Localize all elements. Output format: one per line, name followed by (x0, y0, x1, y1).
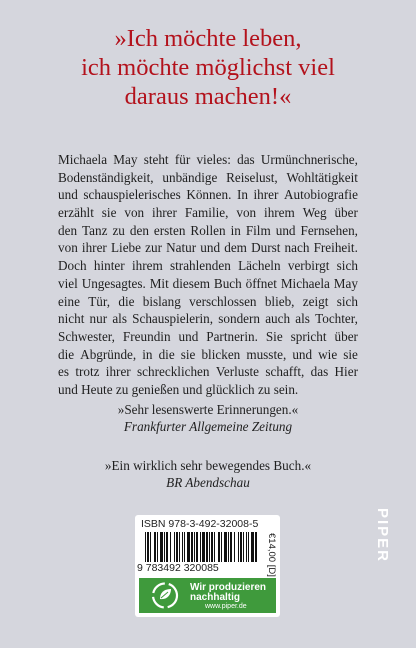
quote-line: ich möchte möglichst viel (81, 54, 335, 81)
eco-label-line: Wir produzieren (190, 582, 267, 593)
blurb-line: Bodenständigkeit, unbändige Reiselust, Wohltätigkeit (58, 169, 358, 185)
blurb-line: es trotz ihrer schrecklichen Verluste schafft, das Hier (58, 364, 358, 380)
barcode-panel (135, 515, 280, 617)
blurb-line: Michaela May steht für vieles: das Urmünchnerische, (58, 152, 358, 167)
review-quote: »Sehr lesenswerte Erinnerungen.« (117, 402, 299, 417)
review-source: Frankfurter Allgemeine Zeitung (123, 419, 293, 434)
blurb-line: viel Ungesagtes. Mit diesem Buch öffnet Michaela May (58, 275, 358, 291)
review-quote: »Ein wirklich sehr bewegendes Buch.« (104, 458, 312, 473)
barcode-bars (145, 532, 257, 562)
blurb-line: Doch hinter ihrem strahlenden Lächeln verbirgt sich (58, 258, 358, 274)
headline-quote (0, 24, 416, 111)
blurb-line: eine Tür, die bislang verschlossen blieb, zeigt sich (58, 293, 358, 309)
publisher-logo: PIPER (374, 508, 391, 564)
eco-label (139, 578, 276, 613)
blurb-line: Schwester, Freundin und Partnerin. Sie spricht über (58, 328, 358, 344)
blurb-line: und Heute zu genießen und glücklich zu sein. (58, 381, 299, 397)
price-label: €14,00 [D] (266, 533, 277, 577)
blurb-line: den Tanz zu den ersten Rollen in Film und Fernsehen, (58, 222, 358, 238)
eco-label-line: nachhaltig (190, 592, 241, 603)
ean-digits: 9 783492 320085 (137, 562, 219, 574)
quote-line: »Ich möchte leben, (114, 25, 302, 52)
blurb-line: erzählt sie von ihrer Familie, von ihrem Weg über (58, 205, 358, 221)
blurb-line: und schauspielerisches Können. In ihrer Autobiografie (58, 187, 358, 203)
blurb-text (58, 151, 358, 399)
review-source: BR Abendschau (166, 475, 250, 490)
blurb-line: von ihrer Liebe zur Natur und dem Durst nach Freiheit. (58, 240, 358, 256)
recycle-leaf-icon (149, 581, 181, 610)
isbn-text: ISBN 978-3-492-32008-5 (141, 518, 259, 530)
blurb-line: die Abgründe, in die sie blicken musste, und wie sie (58, 346, 358, 362)
blurb-line: nicht nur als Schauspielerin, sondern auch als Tochter, (58, 311, 358, 327)
quote-line: daraus machen!« (124, 83, 292, 110)
publisher-url: www.piper.de (205, 603, 247, 610)
